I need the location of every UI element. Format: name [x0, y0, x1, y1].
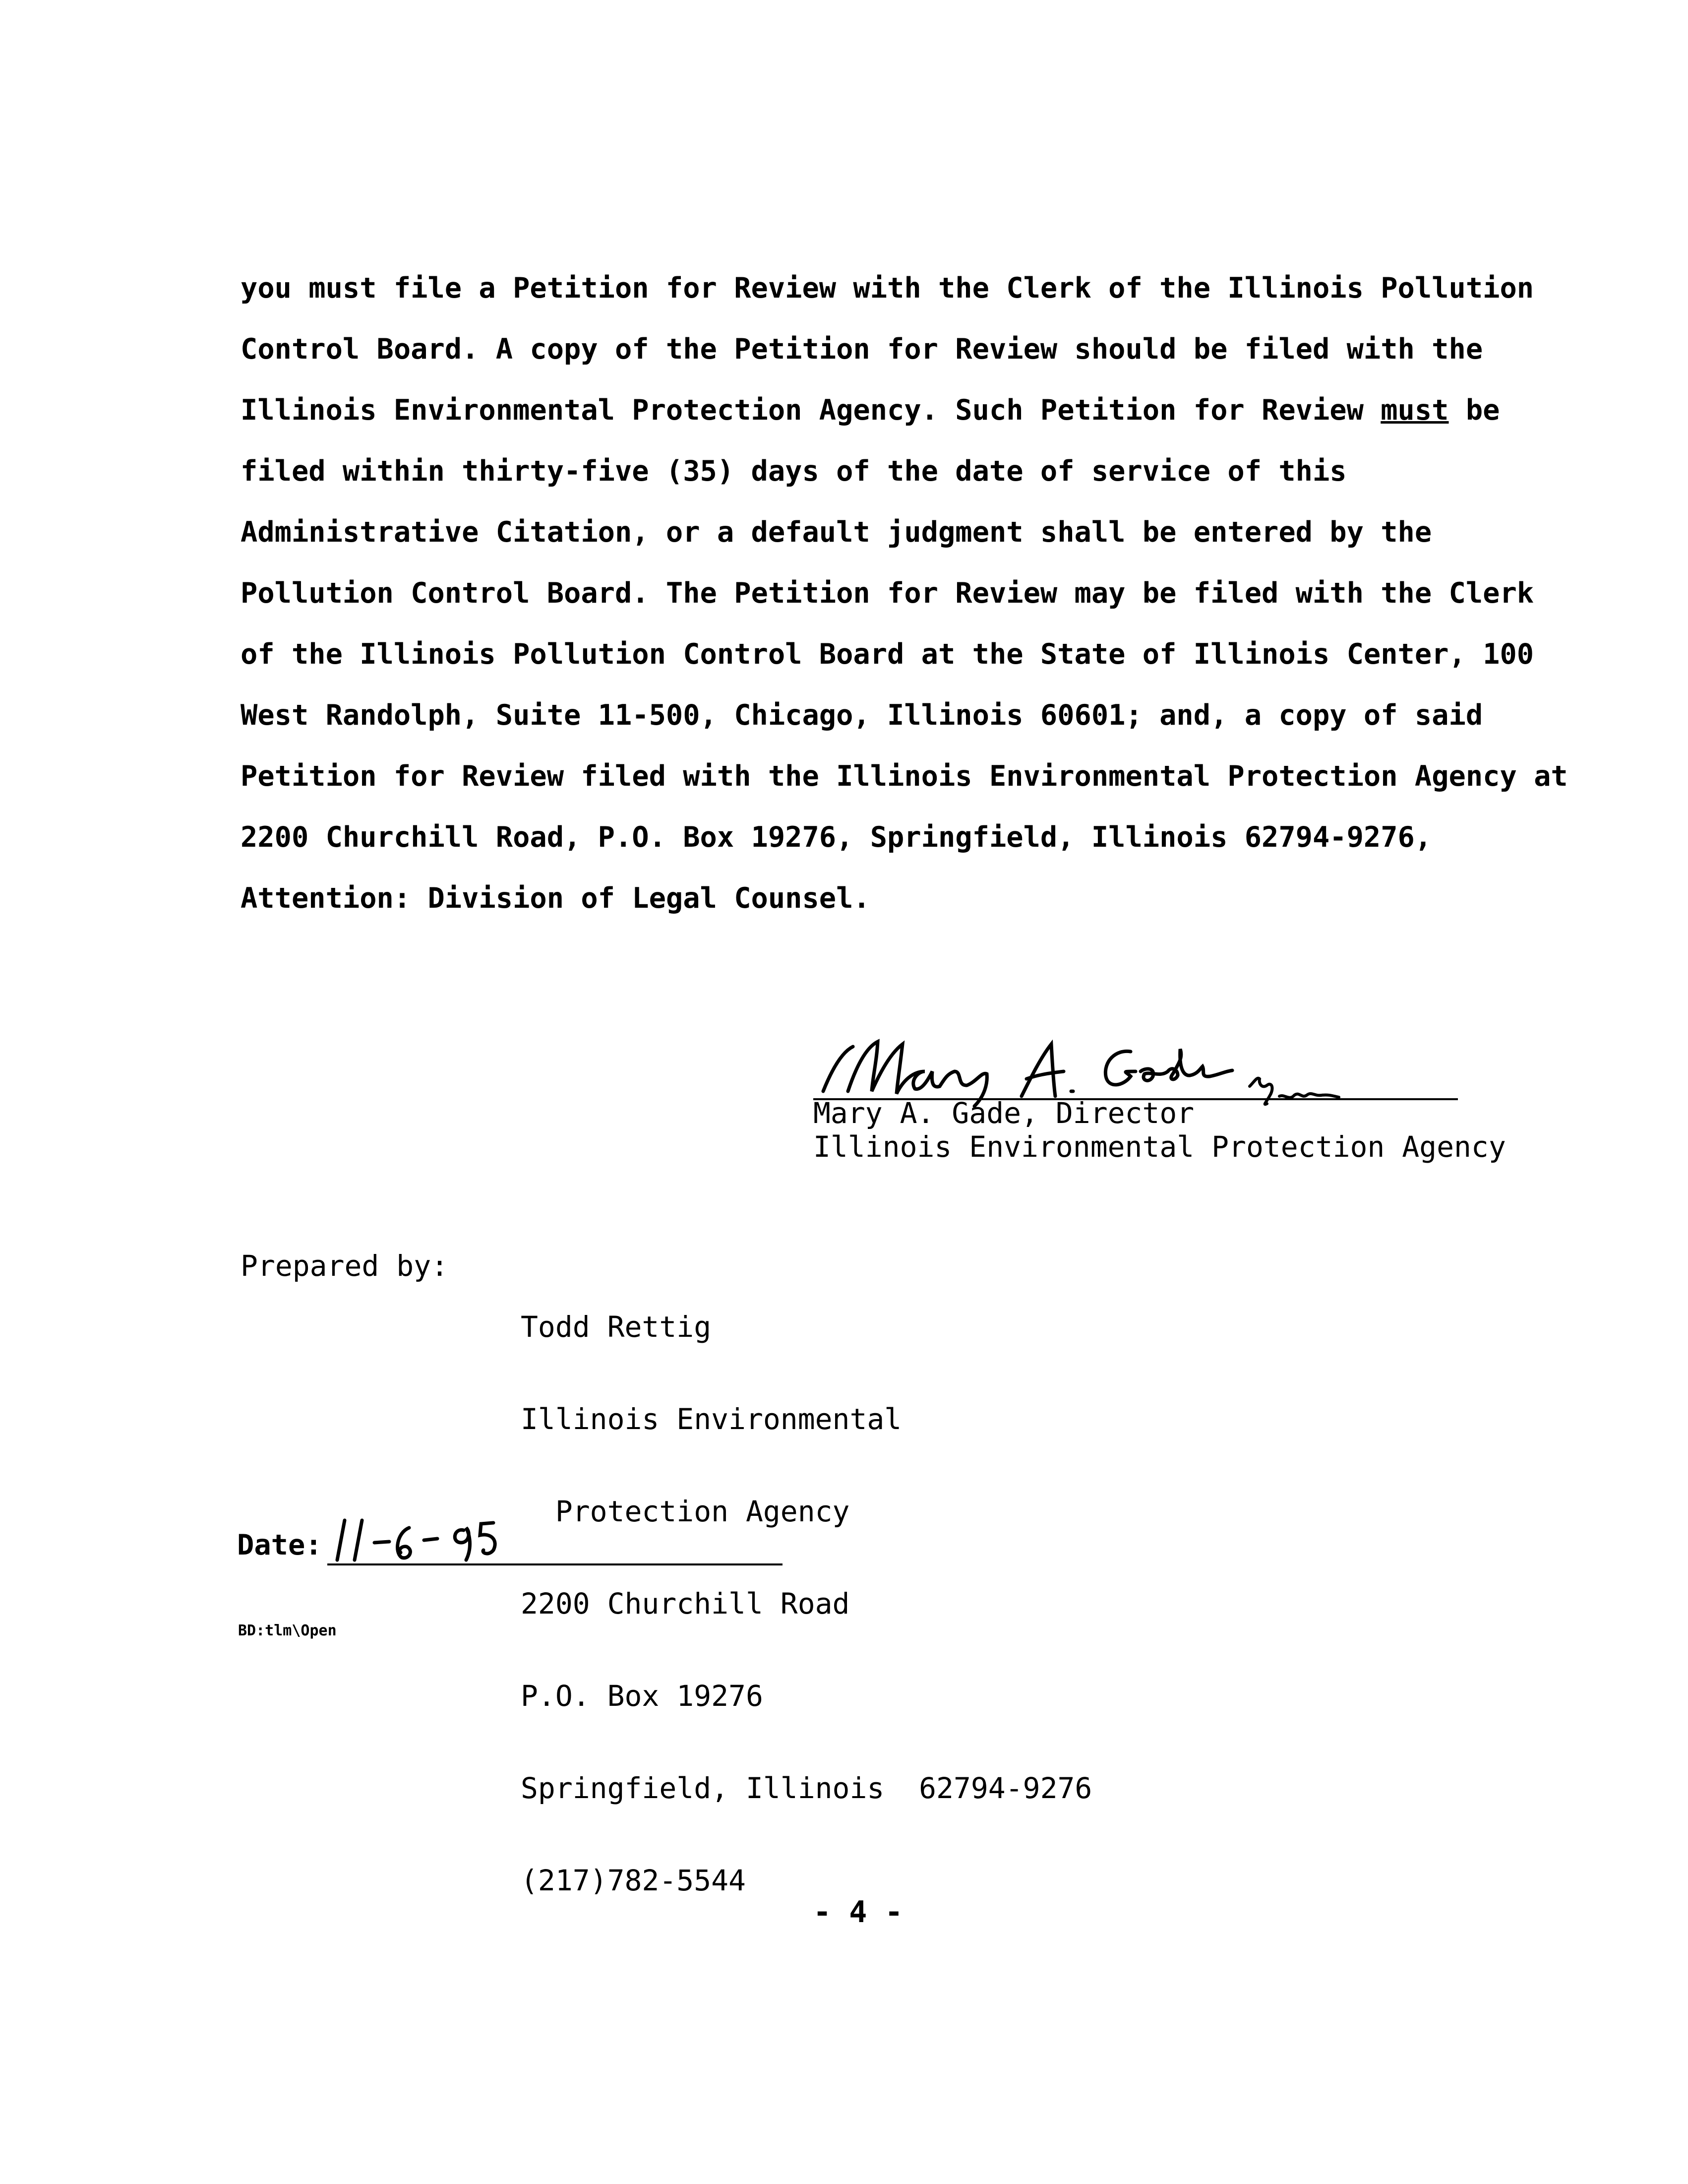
underlined-must: must [1381, 394, 1449, 427]
preparer-street: 2200 Churchill Road [521, 1587, 850, 1621]
body-line-3-tail: be [1448, 394, 1500, 427]
preparer-agency-line-2: Protection Agency [521, 1495, 850, 1528]
body-line-1: you must file a Petition for Review with the Clerk of the Illinois Pollution [241, 272, 1534, 305]
signature-block [813, 1022, 1506, 1171]
body-line-3 [241, 380, 1510, 441]
body-line-8: West Randolph, Suite 11-500, Chicago, Illinois 60601; and, a copy of said [241, 699, 1483, 732]
body-line-3-text: Illinois Environmental Protection Agency. Such Petition for Review [241, 394, 1381, 427]
preparer-address-block [521, 1250, 1092, 1957]
prepared-by-label: Prepared by: [241, 1249, 449, 1283]
preparer-phone: (217)782-5544 [521, 1864, 746, 1897]
body-line-9: Petition for Review filed with the Illinois Environmental Protection Agency at [241, 760, 1568, 793]
body-line-5: Administrative Citation, or a default judgment shall be entered by the [241, 516, 1432, 549]
preparer-po-box: P.O. Box 19276 [521, 1679, 763, 1713]
signer-name-title: Mary A. Gade, Director [813, 1096, 1195, 1130]
body-line-10: 2200 Churchill Road, P.O. Box 19276, Springfield, Illinois 62794-9276, [241, 821, 1432, 854]
signer-organization: Illinois Environmental Protection Agency [813, 1130, 1506, 1164]
body-line-6: Pollution Control Board. The Petition for Review may be filed with the Clerk [241, 577, 1534, 610]
preparer-name: Todd Rettig [521, 1310, 712, 1344]
preparer-agency-line-1: Illinois Environmental [521, 1402, 902, 1436]
preparer-city-state-zip: Springfield, Illinois 62794-9276 [521, 1771, 1092, 1805]
body-paragraph [241, 258, 1568, 929]
date-line [327, 1563, 783, 1565]
body-line-7: of the Illinois Pollution Control Board at the State of Illinois Center, 100 [241, 638, 1534, 671]
page-number: - 4 - [813, 1895, 903, 1930]
document-reference-code: BD:tlm\Open [238, 1622, 337, 1639]
body-line-2: Control Board. A copy of the Petition for Review should be filed with the [241, 333, 1483, 366]
body-line-4: filed within thirty-five (35) days of the date of service of this [241, 455, 1347, 488]
handwritten-date [322, 1503, 531, 1572]
body-line-11: Attention: Division of Legal Counsel. [241, 882, 870, 915]
date-label: Date: [237, 1529, 322, 1561]
